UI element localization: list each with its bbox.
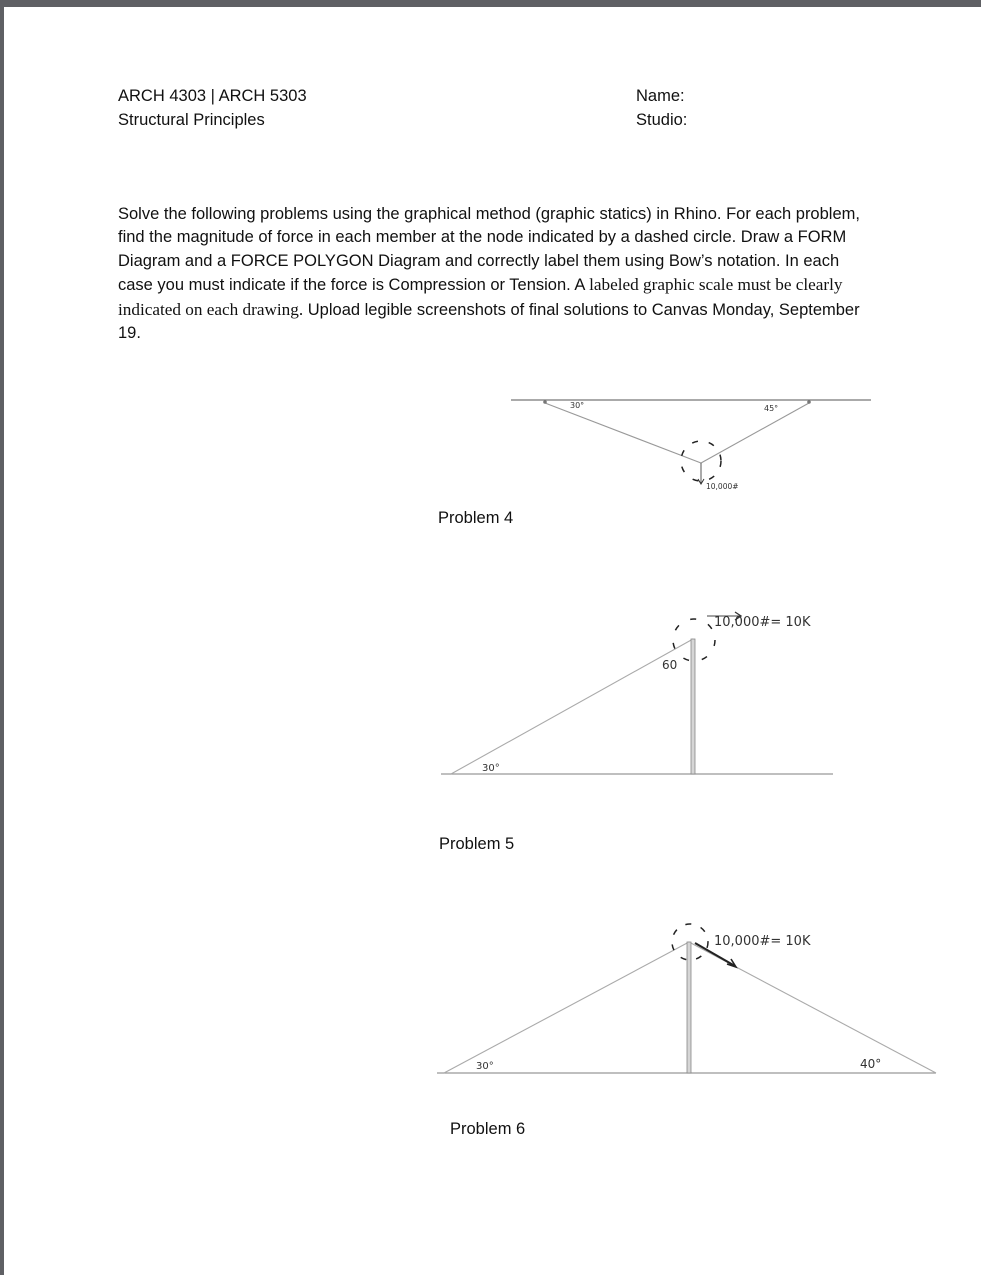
- p4-left-support: [543, 400, 547, 404]
- p4-left-member: [545, 403, 701, 463]
- instructions-part-3: Upload legible screenshots of final solutions to Canvas Monday, September 19.: [118, 300, 860, 343]
- p4-right-support: [807, 400, 811, 404]
- name-label: Name:: [636, 87, 685, 105]
- p5-load-value: 10,000#= 10K: [714, 615, 811, 630]
- instructions-part-2: labeled graphic scale must be clearly indicated on each drawing.: [118, 275, 843, 319]
- problem-diagrams: [4, 7, 981, 1275]
- p6-load-value: 10,000#= 10K: [714, 934, 811, 949]
- instructions-part-1: Solve the following problems using the graphical method (graphic statics) in Rhino. For each problem, find the magnitude of force in each member at the node indicated by a dashed circle. Draw a FORM Diagram and a FORCE POLYGON Diagram and correctly label them using Bow’s notation. In each case you must indicate if the force is Compression or Tension. A: [118, 205, 860, 295]
- p6-angle-right: 40°: [860, 1057, 882, 1071]
- p4-angle-right: 45°: [764, 404, 779, 413]
- p5-angle-top: 60: [662, 658, 678, 672]
- course-subtitle: Structural Principles: [118, 111, 265, 129]
- p6-vertical-post: [687, 942, 691, 1073]
- problem-4-label: Problem 4: [438, 509, 514, 527]
- problem-4-diagram: [511, 400, 871, 491]
- problem-6-diagram: [437, 924, 936, 1073]
- p5-vertical-post: [691, 639, 695, 774]
- p4-load-value: 10,000#: [706, 482, 739, 491]
- problem-5-diagram: [441, 612, 833, 774]
- p4-angle-left: 30°: [570, 401, 585, 410]
- course-code: ARCH 4303 | ARCH 5303: [118, 87, 307, 105]
- problem-6-label: Problem 6: [450, 1120, 526, 1138]
- p4-right-member: [701, 403, 809, 463]
- p5-angle-base: 30°: [482, 763, 500, 774]
- p6-left-member: [444, 942, 689, 1073]
- problem-5-label: Problem 5: [439, 835, 515, 853]
- studio-label: Studio:: [636, 111, 688, 129]
- p5-diagonal-member: [451, 639, 693, 774]
- document-page: [4, 7, 981, 1275]
- p6-angle-left: 30°: [476, 1061, 494, 1072]
